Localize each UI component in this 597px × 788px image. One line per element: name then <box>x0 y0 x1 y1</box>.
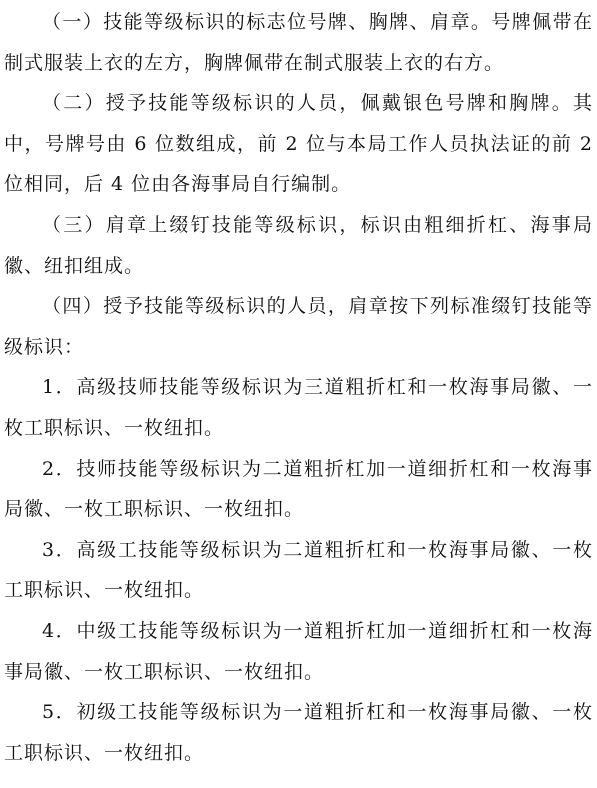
list-item-senior-worker: 3．高级工技能等级标识为二道粗折杠和一枚海事局徽、一枚工职标识、一枚纽扣。 <box>4 538 593 602</box>
paragraph-silver-badges: （二）授予技能等级标识的人员，佩戴银色号牌和胸牌。其中，号牌号由 6 位数组成，前 2 位与本局工作人员执法证的前 2 位相同，后 4 位由各海事局自行编制。 <box>4 92 593 196</box>
list-item-junior-worker: 5．初级工技能等级标识为一道粗折杠和一枚海事局徽、一枚工职标识、一枚纽扣。 <box>4 701 593 764</box>
list-item-senior-technician: 1．高级技师技能等级标识为三道粗折杠和一枚海事局徽、一枚工职标识、一枚纽扣。 <box>4 376 593 439</box>
paragraph-epaulette-standard: （四）授予技能等级标识的人员，肩章按下列标准缀钉技能等级标识： <box>4 295 593 358</box>
list-item-intermediate-worker: 4．中级工技能等级标识为一道粗折杠加一道细折杠和一枚海事局徽、一枚工职标识、一枚纽扣。 <box>4 619 593 683</box>
paragraph-badge-positions: （一）技能等级标识的标志位号牌、胸牌、肩章。号牌佩带在制式服装上衣的左方，胸牌佩带在制式服装上衣的右方。 <box>4 11 593 74</box>
list-item-technician: 2．技师技能等级标识为二道粗折杠加一道细折杠和一枚海事局徽、一枚工职标识、一枚纽扣。 <box>4 457 593 521</box>
paragraph-epaulette-composition: （三）肩章上缀钉技能等级标识，标识由粗细折杠、海事局徽、纽扣组成。 <box>4 213 593 277</box>
